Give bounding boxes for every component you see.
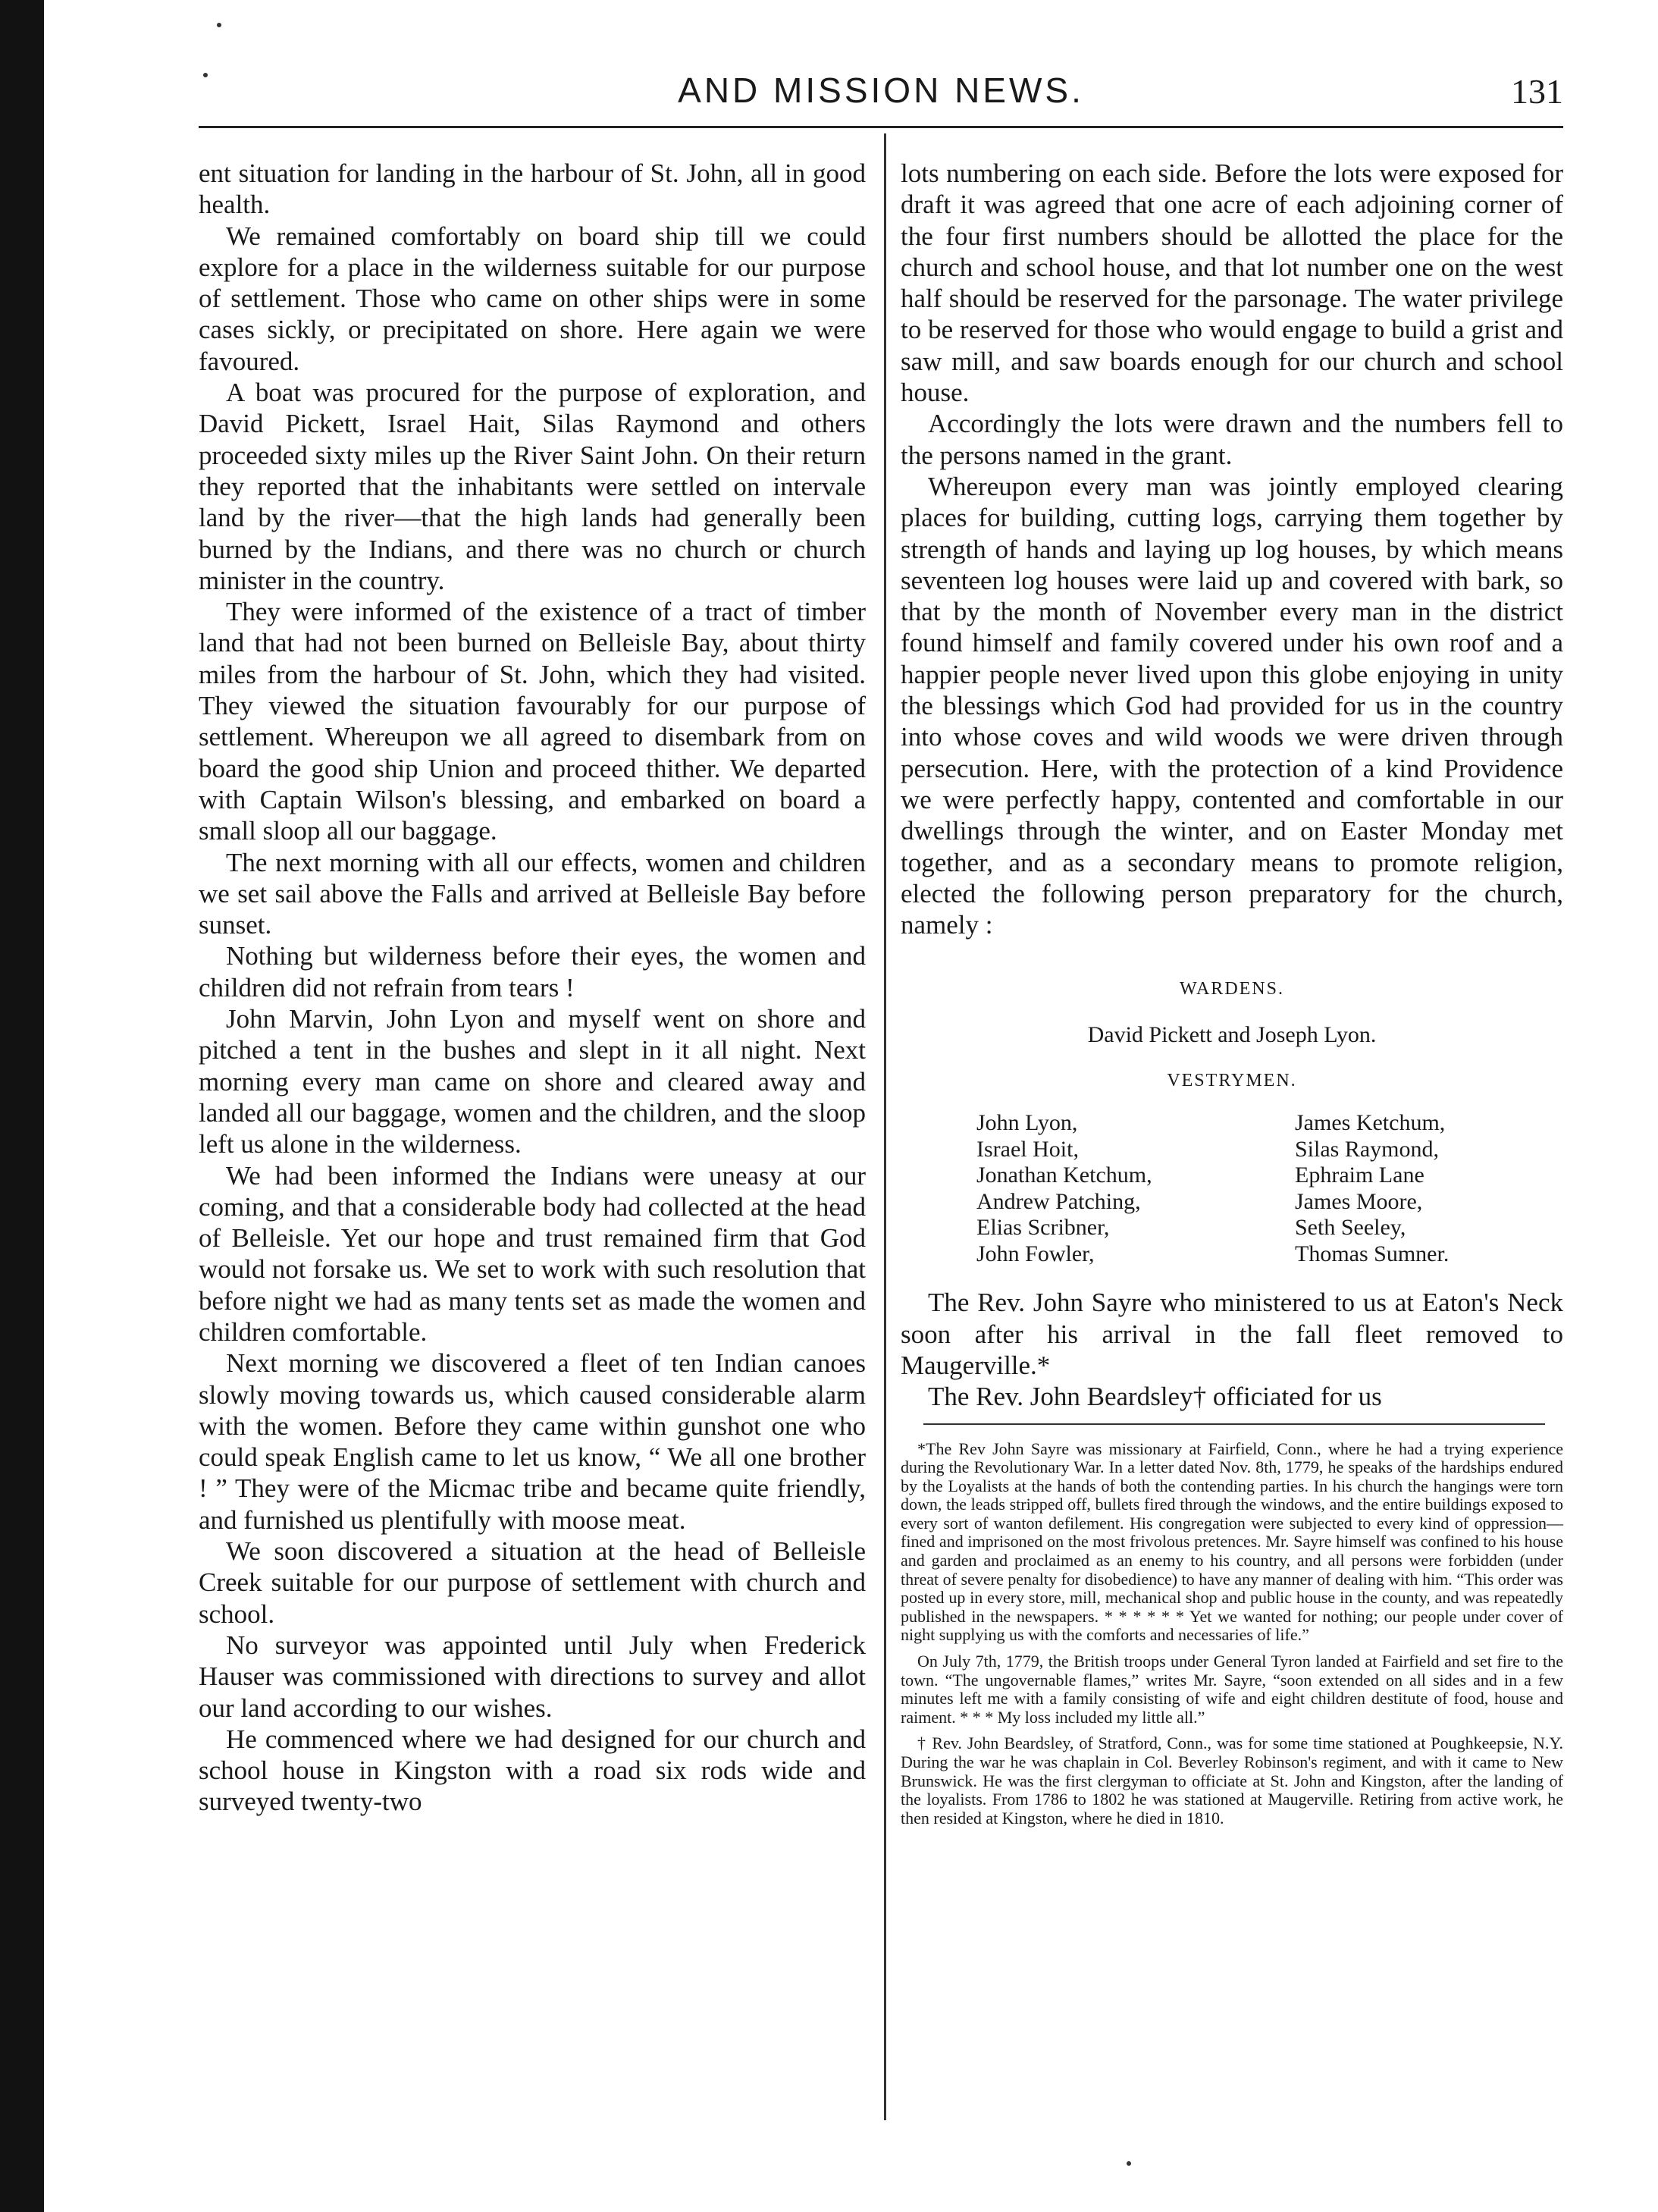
running-title: AND MISSION NEWS. [678,71,1084,110]
footnote: On July 7th, 1779, the British troops under General Tyron landed at Fairfield and set fire to the town. “The ungovernable flames,” writes Mr. Sayre, “soon extended on all sides and in a few minutes left me with a family consisting of wife and eight children destitute of food, house and raiment. * * * My loss included my little all.” [901,1652,1563,1727]
vestryman-name: James Moore, [1295,1188,1423,1214]
vestryman-name: John Lyon, [976,1110,1078,1136]
page-number: 131 [1511,72,1563,111]
paragraph: We remained comfortably on board ship till we could explore for a place in the wilderness suitable for our purpose of settlement. Those who came on other ships were in some cases sickly, or precipitated on shore. Here again we were favoured. [199,221,866,376]
print-speck [1127,2161,1131,2166]
vestryman-name: Jonathan Ketchum, [976,1162,1152,1188]
right-column [901,158,1563,1835]
print-speck [217,23,221,27]
vestryman-name: Seth Seeley, [1295,1215,1406,1241]
paragraph: lots numbering on each side. Before the lots were exposed for draft it was agreed that one acre of each adjoining corner of the four first numbers should be allotted the place for the church and school house, and that lot number one on the west half should be reserved for the parsonage. The water privilege to be reserved for those who would engage to build a grist and saw mill, and saw boards enough for our church and school house. [901,158,1563,408]
vestryman-name: John Fowler, [976,1241,1095,1266]
running-header [199,70,1563,120]
paragraph: We soon discovered a situation at the head of Belleisle Creek suitable for our purpose of settlement with church and school. [199,1536,866,1629]
wardens-names: David Pickett and Joseph Lyon. [1087,1021,1377,1047]
vestrymen-heading: VESTRYMEN. [1167,1071,1297,1091]
paragraph: A boat was procured for the purpose of exploration, and David Pickett, Israel Hait, Silas Raymond and others proceeded sixty miles up the River Saint John. On their return they reported that the inhabitants were settled on intervale land by the river—that the high lands had generally been burned by the Indians, and there was no church or church minister in the country. [199,378,866,595]
print-speck [203,73,208,77]
footnote-rule [923,1423,1545,1425]
book-binding-edge [0,0,44,2212]
paragraph: ent situation for landing in the harbour of St. John, all in good health. [199,158,866,220]
paragraph: The Rev. John Beardsley† officiated for us [928,1382,1382,1412]
paragraph: Next morning we discovered a fleet of ten Indian canoes slowly moving towards us, which caused considerable alarm with the women. Before they came within gunshot one who could speak English came to let us know, “ We all one brother ! ” They were of the Micmac tribe and became quite friendly, and furnished us plentifully with moose meat. [199,1348,866,1535]
footnotes [901,1440,1563,1828]
paragraph: He commenced where we had designed for our church and school house in Kingston with a road six rods wide and surveyed twenty-two [199,1724,866,1817]
vestryman-name: Andrew Patching, [976,1188,1141,1214]
vestryman-name: Israel Hoit, [976,1136,1079,1162]
vestryman-name: Thomas Sumner. [1295,1241,1450,1266]
vestryman-name: James Ketchum, [1295,1110,1446,1136]
vestryman-name: Silas Raymond, [1295,1136,1440,1162]
paragraph: Nothing but wilderness before their eyes, the women and children did not refrain from tears ! [199,941,866,1002]
wardens-heading: WARDENS. [1179,979,1284,999]
paragraph: No surveyor was appointed until July when Frederick Hauser was commissioned with directions to survey and allot our land according to our wishes. [199,1630,866,1723]
vestrymen-list [976,1110,1563,1267]
column-divider [884,133,886,2120]
left-column [199,158,866,1818]
header-rule [199,126,1563,128]
paragraph: The Rev. John Sayre who ministered to us at Eaton's Neck soon after his arrival in the fall fleet removed to Maugerville.* [901,1288,1563,1380]
footnote: *The Rev John Sayre was missionary at Fairfield, Conn., where he had a trying experience during the Revolutionary War. In a letter dated Nov. 8th, 1779, he speaks of the hardships endured by the Loyalists at the hands of both the contending parties. In his church the hangings were torn down, the leads stripped off, bullets fired through the windows, and the entire buildings exposed to every sort of wanton defilement. His congregation were subjected to every kind of oppression—fined and imprisoned on the most frivolous pretences. Mr. Sayre himself was confined to his house and garden and proclaimed as an enemy to his country, and all persons were forbidden (under threat of severe penalty for disobedience) to have any manner of dealing with him. “This order was posted up in every store, mill, mechanical shop and public house in the county, and was repeatedly published in the newspapers. * * * * * * Yet we wanted for nothing; our people under cover of night supplying us with the comforts and necessaries of life.” [901,1439,1563,1645]
paragraph: The next morning with all our effects, women and children we set sail above the Falls and arrived at Belleisle Bay before sunset. [199,847,866,940]
paragraph: Whereupon every man was jointly employed clearing places for building, cutting logs, carrying them together by strength of hands and laying up log houses, by which means seventeen log houses were laid up and covered with bark, so that by the month of November every man in the district found himself and family covered under his own roof and a happier people never lived upon this globe enjoying in unity the blessings which God had provided for us in the country into whose coves and wild woods we were driven through persecution. Here, with the protection of a kind Providence we were perfectly happy, contented and comfortable in our dwellings through the winter, and on Easter Monday met together, and as a secondary means to promote religion, elected the following person preparatory for the church, namely : [901,471,1563,940]
vestryman-name: Elias Scribner, [976,1215,1110,1241]
vestryman-name: Ephraim Lane [1295,1162,1425,1188]
paragraph: John Marvin, John Lyon and myself went on shore and pitched a tent in the bushes and slept in it all night. Next morning every man came on shore and cleared away and landed all our baggage, women and the children, and the sloop left us alone in the wilderness. [199,1004,866,1159]
footnote: † Rev. John Beardsley, of Stratford, Conn., was for some time stationed at Poughkeepsie, N.Y. During the war he was chaplain in Col. Beverley Robinson's regiment, and with it came to New Brunswick. He was the first clergyman to officiate at St. John and Kingston, after the landing of the loyalists. From 1786 to 1802 he was stationed at Maugerville. Retiring from active work, he then resided at Kingston, where he died in 1810. [901,1734,1563,1828]
paragraph: Accordingly the lots were drawn and the numbers fell to the persons named in the grant. [901,409,1563,470]
paragraph: We had been informed the Indians were uneasy at our coming, and that a considerable body had collected at the head of Belleisle. Yet our hope and trust remained firm that God would not forsake us. We set to work with such resolution that before night we had as many tents set as made the women and children comfortable. [199,1160,866,1347]
paragraph: They were informed of the existence of a tract of timber land that had not been burned on Belleisle Bay, about thirty miles from the harbour of St. John, which they had visited. They viewed the situation favourably for our purpose of settlement. Whereupon we all agreed to disembark from on board the good ship Union and proceed thither. We departed with Captain Wilson's blessing, and embarked on board a small sloop all our baggage. [199,597,866,846]
